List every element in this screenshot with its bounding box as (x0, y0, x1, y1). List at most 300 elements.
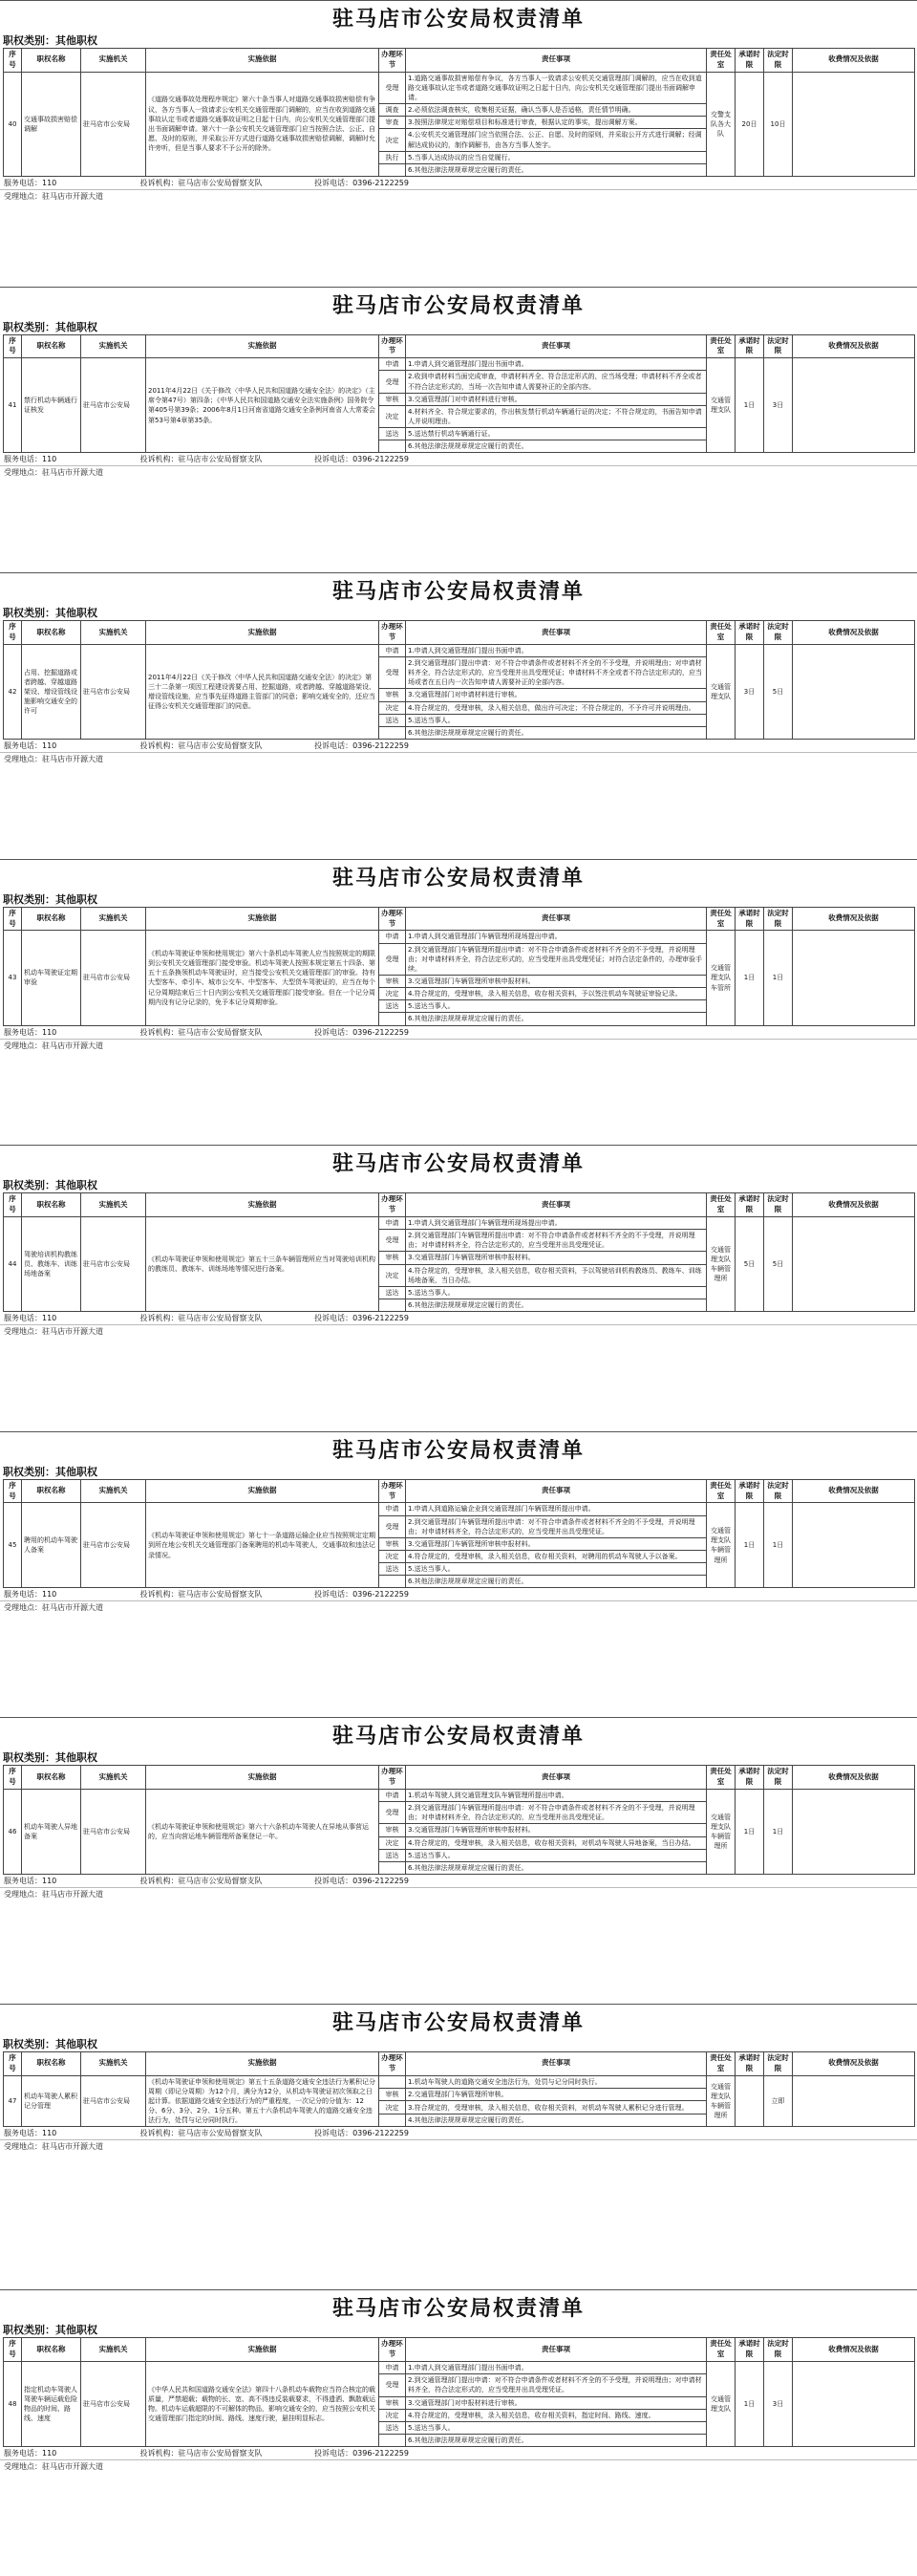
header-legal: 法定时限 (764, 49, 793, 73)
cell-duty: 3.符合规定的，受理审核，录入相关信息，收存相关资料，对机动车驾驶人累积记分进行管理。 (406, 2101, 707, 2114)
header-duty: 责任事项 (406, 621, 707, 645)
cell-name: 机动车驾驶人累积记分管理 (22, 2075, 81, 2127)
cell-step: 决定 (379, 2101, 406, 2114)
header-basis: 实施依据 (146, 49, 379, 73)
duty-list-sheet (0, 2289, 917, 2576)
cell-fee (793, 644, 915, 739)
cell-duty: 1.机动车驾驶人到交通管理支队车辆管理所提出申请。 (406, 1790, 707, 1802)
header-legal: 法定时限 (764, 1193, 793, 1217)
duty-table (3, 2337, 915, 2447)
contact-line (0, 453, 917, 465)
cell-duty: 4.材料齐全、符合规定要求的，作出核发禁行机动车辆通行证的决定；不符合规定的，书面告知申请人并说明理由。 (406, 405, 707, 427)
header-seq: 序号 (4, 621, 22, 645)
header-seq: 序号 (4, 2051, 22, 2075)
cell-fee (793, 1216, 915, 1311)
cell-step: 送达 (379, 1849, 406, 1861)
cell-duty: 5.送达当事人。 (406, 1563, 707, 1576)
header-step: 办理环节 (379, 2338, 406, 2362)
header-name: 职权名称 (22, 334, 81, 358)
header-legal: 法定时限 (764, 2051, 793, 2075)
header-legal: 法定时限 (764, 334, 793, 358)
cell-promise: 1日 (736, 1790, 764, 1875)
category-label: 职权类别：其他职权 (3, 34, 97, 47)
cell-duty: 5.送达当事人。 (406, 1849, 707, 1861)
service-phone: 服务电话：110 (4, 455, 57, 464)
cell-duty: 2.到交通管理部门车辆管理所提出申请：对不符合申请条件或者材料不齐全的不予受理，并说明理由；对申请材料齐全，符合法定形式的，应当受理并出具受理凭证。 (406, 1230, 707, 1252)
duty-table (3, 1192, 915, 1312)
sheet-title: 驻马店市公安局权责清单 (331, 865, 585, 891)
category-label: 职权类别：其他职权 (3, 1179, 97, 1192)
cell-step: 审核 (379, 1537, 406, 1550)
table-header-row (4, 1479, 915, 1503)
cell-step: 受理 (379, 1802, 406, 1824)
cell-duty: 3.交通管理部门车辆管理所审核申报材料。 (406, 1252, 707, 1264)
complaint-tel: 投诉电话：0396-2122259 (314, 2449, 409, 2458)
header-legal: 法定时限 (764, 907, 793, 931)
cell-duty: 3.交通管理部门对申请材料进行审核。 (406, 689, 707, 701)
cell-duty: 6.其他法律法规规章规定应履行的责任。 (406, 2434, 707, 2446)
cell-duty: 5.当事人达成协议的应当自觉履行。 (406, 151, 707, 163)
header-duty: 责任事项 (406, 1479, 707, 1503)
category-label: 职权类别：其他职权 (3, 1751, 97, 1765)
header-org: 实施机关 (81, 2051, 146, 2075)
header-org: 实施机关 (81, 621, 146, 645)
header-promise: 承诺时限 (736, 1193, 764, 1217)
header-promise: 承诺时限 (736, 1766, 764, 1790)
cell-duty: 3.交通管理部门车辆管理所审核申报材料。 (406, 1537, 707, 1550)
cell-duty: 1.申请人到交通管理部门提出书面申请。 (406, 358, 707, 371)
complaint-org: 投诉机构：驻马店市公安局督察支队 (139, 179, 263, 188)
cell-duty: 6.其他法律法规规章规定应履行的责任。 (406, 1299, 707, 1311)
address-line: 受理地点：驻马店市开源大道 (0, 1600, 917, 1614)
cell-dept: 交警支队各大队 (707, 72, 736, 176)
header-seq: 序号 (4, 1193, 22, 1217)
cell-duty: 1.申请人到道路运输企业到交通管理部门车辆管理所提出申请。 (406, 1503, 707, 1515)
contact-line (0, 1875, 917, 1887)
address-line: 受理地点：驻马店市开源大道 (0, 2459, 917, 2473)
header-duty: 责任事项 (406, 2051, 707, 2075)
duty-list-sheet (0, 0, 917, 287)
sheet-title: 驻马店市公安局权责清单 (331, 1151, 585, 1177)
cell-step: 送达 (379, 428, 406, 440)
cell-dept: 交通管理支队车辆管理所 (707, 2075, 736, 2127)
address-line: 受理地点：驻马店市开源大道 (0, 465, 917, 479)
cell-step: 申请 (379, 1503, 406, 1515)
header-name: 职权名称 (22, 907, 81, 931)
cell-step: 审核 (379, 975, 406, 987)
header-name: 职权名称 (22, 2051, 81, 2075)
service-phone: 服务电话：110 (4, 2129, 57, 2138)
header-duty: 责任事项 (406, 1766, 707, 1790)
sheet-title: 驻马店市公安局权责清单 (331, 2009, 585, 2035)
cell-basis: 《机动车驾驶证申领和使用规定》第六十条机动车驾驶人应当按照规定的期限到公安机关交通管理部门接受审验。机动车驾驶人按照本规定第五十四条、第五十五条换领机动车驾驶证时，应当接受公安机关交通管理部门的审验。持有大型客车、牵引车、城市公交车、中型客车、大型货车驾驶证的，应当在每个记分周期结束后三十日内到公安机关交通管理部门接受审验。但在一个记分周期内没有记分记录的，免予本记分周期审验。 (146, 931, 379, 1025)
cell-dept: 交通管理支队车管所 (707, 931, 736, 1025)
service-phone: 服务电话：110 (4, 1877, 57, 1886)
header-step: 办理环节 (379, 49, 406, 73)
cell-basis: 《机动车驾驶证申领和使用规定》第五十三条车辆管理所应当对驾驶培训机构的教练员、教练车、训练场地等情况进行备案。 (146, 1216, 379, 1311)
header-promise: 承诺时限 (736, 621, 764, 645)
cell-step (379, 2075, 406, 2088)
cell-legal: 1日 (764, 1503, 793, 1588)
cell-duty: 3.交通管理部门对申报材料进行审核。 (406, 2396, 707, 2409)
table-header-row (4, 334, 915, 358)
header-name: 职权名称 (22, 1766, 81, 1790)
header-seq: 序号 (4, 334, 22, 358)
complaint-org: 投诉机构：驻马店市公安局督察支队 (139, 1027, 263, 1037)
cell-duty: 1.道路交通事故损害赔偿有争议，各方当事人一致请求公安机关交通管理部门调解的，应当在收到道路交通事故认定书或者道路交通事故证明之日起十日内，向公安机关交通管理部门提出书面调解申请。 (406, 72, 707, 103)
table-row (4, 644, 915, 656)
complaint-tel: 投诉电话：0396-2122259 (314, 1877, 409, 1886)
cell-legal: 3日 (764, 2362, 793, 2447)
cell-basis: 《中华人民共和国道路交通安全法》第四十八条机动车载物应当符合核定的载质量，严禁超载；载物的长、宽、高不得违反装载要求，不得遗洒、飘散载运物。机动车运载超限的不可解体的物品，影响交通安全的，应当按照公安机关交通管理部门指定的时间、路线、速度行驶，悬挂明显标志。 (146, 2362, 379, 2447)
header-step: 办理环节 (379, 1766, 406, 1790)
cell-duty: 2.到交通管理部门提出申请：对不符合申请条件或者材料不齐全的不予受理，并说明理由；对申请材料齐全，符合法定形式的，应当受理并出具受理凭证；申请材料不齐全或者不符合法定形式的，应当场或者在五日内一次告知申请人需要补正的全部内容。 (406, 656, 707, 688)
header-step: 办理环节 (379, 907, 406, 931)
header-promise: 承诺时限 (736, 334, 764, 358)
duty-list-sheet (0, 1717, 917, 2004)
cell-name: 驾驶培训机构教练员、教练车、训练场地备案 (22, 1216, 81, 1311)
cell-step: 决定 (379, 988, 406, 1000)
table-row (4, 358, 915, 371)
complaint-org: 投诉机构：驻马店市公安局督察支队 (139, 741, 263, 750)
cell-duty: 5.送达当事人。 (406, 2421, 707, 2434)
cell-step: 审核 (379, 2396, 406, 2409)
header-dept: 责任处室 (707, 334, 736, 358)
header-dept: 责任处室 (707, 621, 736, 645)
cell-step: 决定 (379, 129, 406, 151)
cell-step: 决定 (379, 701, 406, 714)
complaint-org: 投诉机构：驻马店市公安局督察支队 (139, 1877, 263, 1886)
complaint-tel: 投诉电话：0396-2122259 (314, 1027, 409, 1037)
service-phone: 服务电话：110 (4, 179, 57, 188)
duty-list-sheet (0, 1431, 917, 1718)
category-label: 职权类别：其他职权 (3, 892, 97, 906)
header-fee: 收费情况及依据 (793, 907, 915, 931)
complaint-org: 投诉机构：驻马店市公安局督察支队 (139, 1590, 263, 1599)
header-step: 办理环节 (379, 1193, 406, 1217)
header-fee: 收费情况及依据 (793, 2051, 915, 2075)
header-legal: 法定时限 (764, 1766, 793, 1790)
header-duty: 责任事项 (406, 2338, 707, 2362)
header-legal: 法定时限 (764, 621, 793, 645)
cell-step (379, 1013, 406, 1025)
cell-name: 禁行机动车辆通行证核发 (22, 358, 81, 453)
header-fee: 收费情况及依据 (793, 1479, 915, 1503)
complaint-tel: 投诉电话：0396-2122259 (314, 455, 409, 464)
table-header-row (4, 2051, 915, 2075)
cell-seq: 47 (4, 2075, 22, 2127)
cell-duty: 5.送达禁行机动车辆通行证。 (406, 428, 707, 440)
complaint-tel: 投诉电话：0396-2122259 (314, 741, 409, 750)
header-fee: 收费情况及依据 (793, 621, 915, 645)
cell-duty: 2.必须依法调查核实，收集相关证据，确认当事人是否适格，责任情节明确。 (406, 104, 707, 117)
cell-seq: 45 (4, 1503, 22, 1588)
cell-duty: 5.送达当事人。 (406, 714, 707, 726)
cell-duty: 4.公安机关交通管理部门应当依照合法、公正、自愿、及时的原则，并采取公开方式进行调解；经调解达成协议的，制作调解书，由各方当事人签字。 (406, 129, 707, 151)
table-row (4, 931, 915, 943)
cell-step: 决定 (379, 405, 406, 427)
cell-step: 申请 (379, 2362, 406, 2374)
cell-step: 送达 (379, 1563, 406, 1576)
cell-step: 决定 (379, 2409, 406, 2421)
cell-step: 决定 (379, 1264, 406, 1286)
cell-promise: 1日 (736, 358, 764, 453)
header-name: 职权名称 (22, 621, 81, 645)
contact-line (0, 2127, 917, 2139)
table-header-row (4, 2338, 915, 2362)
cell-dept: 交通管理支队 (707, 2362, 736, 2447)
address-line: 受理地点：驻马店市开源大道 (0, 752, 917, 765)
cell-promise: 20日 (736, 72, 764, 176)
header-legal: 法定时限 (764, 1479, 793, 1503)
cell-step: 审查 (379, 117, 406, 129)
cell-name: 聘用的机动车驾驶人备案 (22, 1503, 81, 1588)
table-row (4, 2075, 915, 2088)
cell-legal: 1日 (764, 1790, 793, 1875)
cell-step: 申请 (379, 1790, 406, 1802)
header-name: 职权名称 (22, 2338, 81, 2362)
cell-step: 受理 (379, 1515, 406, 1537)
cell-duty: 3.交通管理部门对申请材料进行审核。 (406, 393, 707, 405)
cell-fee (793, 1790, 915, 1875)
table-header-row (4, 907, 915, 931)
cell-basis: 2011年4月22日《关于修改〈中华人民共和国道路交通安全法〉的决定》第三十二条第一项因工程建设需要占用、挖掘道路，或者跨越、穿越道路架设、增设管线设施，应当事先征得道路主管部门的同意；影响交通安全的，还应当征得公安机关交通管理部门的同意。 (146, 644, 379, 739)
cell-step (379, 163, 406, 176)
complaint-org: 投诉机构：驻马店市公安局督察支队 (139, 455, 263, 464)
sheet-title: 驻马店市公安局权责清单 (331, 1724, 585, 1750)
cell-basis: 《机动车驾驶证申领和使用规定》第七十一条道路运输企业应当按照规定定期到所在地公安机关交通管理部门备案聘用的机动车驾驶人，交通事故和违法记录情况。 (146, 1503, 379, 1588)
cell-duty: 6.其他法律法规规章规定应履行的责任。 (406, 440, 707, 453)
header-seq: 序号 (4, 2338, 22, 2362)
cell-fee (793, 1503, 915, 1588)
cell-name: 交通事故损害赔偿调解 (22, 72, 81, 176)
cell-duty: 6.其他法律法规规章规定应履行的责任。 (406, 1861, 707, 1874)
cell-duty: 3.交通管理部门车辆管理所审核申报材料。 (406, 1824, 707, 1836)
table-row (4, 72, 915, 103)
cell-legal: 5日 (764, 1216, 793, 1311)
cell-duty: 4.符合规定的，受理审核，录入相关信息，收存相关资料，指定时间、路线、速度。 (406, 2409, 707, 2421)
cell-legal: 1日 (764, 931, 793, 1025)
complaint-tel: 投诉电话：0396-2122259 (314, 1590, 409, 1599)
sheet-title: 驻马店市公安局权责清单 (331, 2296, 585, 2322)
cell-duty: 4.符合规定的，受理审核，录入相关信息，收存相关资料，予以签注机动车驾驶证审验记录。 (406, 988, 707, 1000)
cell-step (379, 2114, 406, 2126)
cell-legal: 5日 (764, 644, 793, 739)
cell-seq: 44 (4, 1216, 22, 1311)
cell-step: 受理 (379, 1230, 406, 1252)
header-name: 职权名称 (22, 1479, 81, 1503)
cell-seq: 40 (4, 72, 22, 176)
address-line: 受理地点：驻马店市开源大道 (0, 1039, 917, 1052)
table-row (4, 1216, 915, 1229)
cell-fee (793, 358, 915, 453)
cell-promise: 1日 (736, 931, 764, 1025)
cell-legal: 10日 (764, 72, 793, 176)
cell-legal: 3日 (764, 358, 793, 453)
cell-duty: 2.收到申请材料当面完成审查，申请材料齐全、符合法定形式的，应当场受理；申请材料不齐全或者不符合法定形式的，当场一次告知申请人需要补正的全部内容。 (406, 371, 707, 393)
header-org: 实施机关 (81, 1193, 146, 1217)
complaint-tel: 投诉电话：0396-2122259 (314, 179, 409, 188)
category-label: 职权类别：其他职权 (3, 607, 97, 620)
cell-step: 受理 (379, 2374, 406, 2396)
cell-step (379, 1299, 406, 1311)
header-org: 实施机关 (81, 1766, 146, 1790)
header-promise: 承诺时限 (736, 49, 764, 73)
cell-step: 送达 (379, 1000, 406, 1013)
table-header-row (4, 1193, 915, 1217)
cell-duty: 4.符合规定的，受理审核，录入相关信息，收存相关资料，对聘用的机动车驾驶人予以备案。 (406, 1551, 707, 1563)
duty-table (3, 1479, 915, 1589)
header-legal: 法定时限 (764, 2338, 793, 2362)
address-line: 受理地点：驻马店市开源大道 (0, 2139, 917, 2153)
cell-duty: 1.申请人到交通管理部门车辆管理所现场提出申请。 (406, 1216, 707, 1229)
duty-list-sheet (0, 859, 917, 1146)
header-seq: 序号 (4, 907, 22, 931)
header-seq: 序号 (4, 1766, 22, 1790)
contact-line (0, 1312, 917, 1324)
complaint-org: 投诉机构：驻马店市公安局督察支队 (139, 2129, 263, 2138)
duty-table (3, 620, 915, 740)
cell-duty: 6.其他法律法规规章规定应履行的责任。 (406, 163, 707, 176)
address-line: 受理地点：驻马店市开源大道 (0, 189, 917, 203)
cell-duty: 4.符合规定的，受理审核，录入相关信息，收存相关资料，对机动车驾驶人异地备案，当日办结。 (406, 1836, 707, 1849)
duty-list-sheet (0, 2004, 917, 2290)
cell-basis: 《道路交通事故处理程序规定》第六十条当事人对道路交通事故损害赔偿有争议，各方当事人一致请求公安机关交通管理部门调解的，应当在收到道路交通事故认定书或者道路交通事故证明之日起十日内，向公安机关交通管理部门提出书面调解申请。第六十一条公安机关交通管理部门应当按照合法、公正、自愿、及时的原则，并采取公开方式进行道路交通事故损害赔偿调解，调解时允许旁听，但是当事人要求不予公开的除外。 (146, 72, 379, 176)
cell-duty: 2.到交通管理部门车辆管理所提出申请：对不符合申请条件或者材料不齐全的不予受理，并说明理由；对申请材料齐全，符合法定形式的，应当受理并出具受理凭证。 (406, 1802, 707, 1824)
cell-step (379, 1576, 406, 1588)
sheet-title: 驻马店市公安局权责清单 (331, 579, 585, 605)
cell-basis: 《机动车驾驶证申领和使用规定》第六十六条机动车驾驶人在异地从事营运的，应当向营运地车辆管理所备案登记一年。 (146, 1790, 379, 1875)
cell-fee (793, 931, 915, 1025)
cell-step: 送达 (379, 1286, 406, 1299)
cell-basis: 《机动车驾驶证申领和使用规定》第五十五条道路交通安全违法行为累积记分周期（即记分周期）为12个月，满分为12分，从机动车驾驶证初次领取之日起计算。依据道路交通安全违法行为的严重程度，一次记分的分值为：12分、6分、3分、2分、1分五种。第五十六条机动车驾驶人的道路交通安全违法行为，处罚与记分同时执行。 (146, 2075, 379, 2127)
cell-duty: 1.申请人到交通管理部门提出书面申请。 (406, 2362, 707, 2374)
service-phone: 服务电话：110 (4, 2449, 57, 2458)
cell-step (379, 440, 406, 453)
duty-table (3, 2051, 915, 2127)
service-phone: 服务电话：110 (4, 741, 57, 750)
cell-seq: 43 (4, 931, 22, 1025)
complaint-org: 投诉机构：驻马店市公安局督察支队 (139, 2449, 263, 2458)
cell-fee (793, 72, 915, 176)
cell-step: 受理 (379, 943, 406, 975)
cell-duty: 5.送达当事人。 (406, 1000, 707, 1013)
header-seq: 序号 (4, 49, 22, 73)
header-org: 实施机关 (81, 2338, 146, 2362)
cell-step: 申请 (379, 1216, 406, 1229)
cell-step: 审核 (379, 393, 406, 405)
contact-line (0, 177, 917, 189)
cell-dept: 交通管理支队车辆管理所 (707, 1216, 736, 1311)
service-phone: 服务电话：110 (4, 1590, 57, 1599)
cell-step: 申请 (379, 644, 406, 656)
header-dept: 责任处室 (707, 1193, 736, 1217)
cell-duty: 3.交通管理部门车辆管理所审核申报材料。 (406, 975, 707, 987)
header-basis: 实施依据 (146, 1479, 379, 1503)
cell-seq: 41 (4, 358, 22, 453)
header-step: 办理环节 (379, 2051, 406, 2075)
cell-seq: 42 (4, 644, 22, 739)
cell-promise: 3日 (736, 644, 764, 739)
cell-step: 审核 (379, 1824, 406, 1836)
category-label: 职权类别：其他职权 (3, 320, 97, 333)
header-dept: 责任处室 (707, 49, 736, 73)
duty-table (3, 907, 915, 1026)
cell-step: 受理 (379, 371, 406, 393)
header-fee: 收费情况及依据 (793, 1766, 915, 1790)
cell-duty: 4.符合规定的，受理审核，录入相关信息，收存相关资料，予以驾驶培训机构教练员、教练车、训练场地备案，当日办结。 (406, 1264, 707, 1286)
header-dept: 责任处室 (707, 2338, 736, 2362)
sheet-title: 驻马店市公安局权责清单 (331, 1437, 585, 1463)
cell-duty: 2.到交通管理部门提出申请：对不符合申请条件或者材料不齐全的不予受理，并说明理由；对申请材料齐全，符合法定形式的，应当受理并出具受理凭证。 (406, 2374, 707, 2396)
cell-org: 驻马店市公安局 (81, 931, 146, 1025)
complaint-tel: 投诉电话：0396-2122259 (314, 2129, 409, 2138)
cell-duty: 1.机动车驾驶人的道路交通安全违法行为，处罚与记分同时执行。 (406, 2075, 707, 2088)
duty-list-sheet (0, 1145, 917, 1431)
header-step: 办理环节 (379, 1479, 406, 1503)
cell-duty: 4.符合规定的，受理审核，录入相关信息，做出许可决定；不符合规定的，不予许可并说明理由。 (406, 701, 707, 714)
duty-table (3, 48, 915, 177)
cell-duty: 1.申请人到交通管理部门车辆管理所现场提出申请。 (406, 931, 707, 943)
cell-step (379, 726, 406, 739)
header-duty: 责任事项 (406, 1193, 707, 1217)
contact-line (0, 740, 917, 752)
header-basis: 实施依据 (146, 1193, 379, 1217)
cell-name: 占用、挖掘道路或者跨越、穿越道路架设、增设管线设施影响交通安全的许可 (22, 644, 81, 739)
cell-duty: 3.按照法律规定对赔偿项目和标准进行审查，根据认定的事实，提出调解方案。 (406, 117, 707, 129)
sheet-title: 驻马店市公安局权责清单 (331, 7, 585, 32)
cell-promise: 1日 (736, 1503, 764, 1588)
cell-org: 驻马店市公安局 (81, 358, 146, 453)
duty-table (3, 334, 915, 454)
contact-line (0, 1026, 917, 1039)
header-org: 实施机关 (81, 49, 146, 73)
cell-duty: 6.其他法律法规规章规定应履行的责任。 (406, 1013, 707, 1025)
cell-step: 申请 (379, 358, 406, 371)
cell-duty: 2.到交通管理部门车辆管理所提出申请：对不符合申请条件或者材料不齐全的不予受理，并说明理由；对申请材料齐全，符合法定形式的，应当受理并出具受理凭证；对符合法定条件的，办理审验手续。 (406, 943, 707, 975)
cell-step: 受理 (379, 72, 406, 103)
header-basis: 实施依据 (146, 2338, 379, 2362)
cell-legal: 立即 (764, 2075, 793, 2127)
cell-dept: 交通管理支队 (707, 644, 736, 739)
header-promise: 承诺时限 (736, 2051, 764, 2075)
cell-step: 调查 (379, 104, 406, 117)
header-duty: 责任事项 (406, 907, 707, 931)
cell-basis: 2011年4月22日《关于修改〈中华人民共和国道路交通安全法〉的决定》（主席令第47号）第四条；《中华人民共和国道路交通安全法实施条例》国务院令第405号第39条；2006年8月1日河南省道路交通安全条例河南省人大常委会第53号第4章第35条。 (146, 358, 379, 453)
contact-line (0, 2447, 917, 2459)
header-org: 实施机关 (81, 1479, 146, 1503)
header-org: 实施机关 (81, 907, 146, 931)
cell-step: 申请 (379, 931, 406, 943)
header-basis: 实施依据 (146, 1766, 379, 1790)
cell-duty: 4.其他法律法规规章规定应履行的责任。 (406, 2114, 707, 2126)
cell-step: 受理 (379, 656, 406, 688)
cell-org: 驻马店市公安局 (81, 1503, 146, 1588)
complaint-org: 投诉机构：驻马店市公安局督察支队 (139, 1314, 263, 1323)
cell-step: 执行 (379, 151, 406, 163)
header-basis: 实施依据 (146, 621, 379, 645)
header-step: 办理环节 (379, 334, 406, 358)
header-duty: 责任事项 (406, 334, 707, 358)
table-header-row (4, 1766, 915, 1790)
table-header-row (4, 49, 915, 73)
cell-duty: 2.交通管理部门车辆管理所审核。 (406, 2089, 707, 2101)
header-name: 职权名称 (22, 1193, 81, 1217)
table-row (4, 1790, 915, 1802)
contact-line (0, 1588, 917, 1600)
cell-step (379, 2434, 406, 2446)
cell-org: 驻马店市公安局 (81, 1790, 146, 1875)
